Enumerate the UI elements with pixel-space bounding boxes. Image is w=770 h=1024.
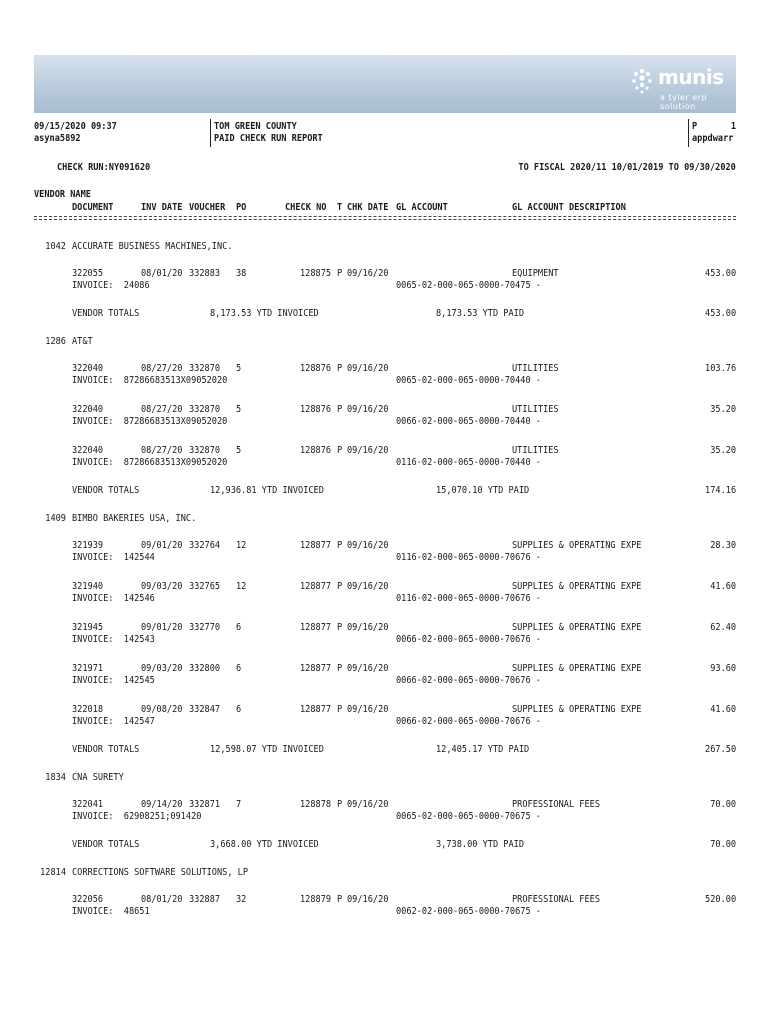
line-inv-date: 09/03/20	[141, 663, 183, 674]
page-number: 1	[730, 121, 736, 132]
col-document: DOCUMENT	[72, 202, 114, 213]
col-check-no: CHECK NO	[285, 202, 327, 213]
line-inv-date: 09/01/20	[141, 622, 183, 633]
vendor-id: 1042	[45, 241, 66, 252]
col-chk-date: CHK DATE	[347, 202, 389, 213]
line-invoice: INVOICE: 87286683513X09052020	[72, 457, 228, 468]
line-po: 5	[236, 363, 242, 374]
vendor-ytd-paid: 15,070.10 YTD PAID	[436, 485, 530, 496]
line-invoice: INVOICE: 87286683513X09052020	[72, 375, 228, 386]
line-check-no: 128877	[300, 663, 332, 674]
report-title: PAID CHECK RUN REPORT	[214, 133, 323, 144]
line-gl-account: 0066-02-000-065-0000-70676 -	[396, 675, 541, 686]
line-type: P	[337, 581, 343, 592]
line-amount: 41.60	[710, 581, 736, 592]
line-check-no: 128877	[300, 581, 332, 592]
col-inv-date: INV DATE	[141, 202, 183, 213]
line-chk-date: 09/16/20	[347, 894, 389, 905]
line-gl-account: 0065-02-000-065-0000-70440 -	[396, 375, 541, 386]
line-gl-desc: SUPPLIES & OPERATING EXPE	[512, 540, 642, 551]
line-voucher: 332870	[189, 445, 221, 456]
line-gl-account: 0065-02-000-065-0000-70675 -	[396, 811, 541, 822]
col-type: T	[337, 202, 343, 213]
vendor-totals-label: VENDOR TOTALS	[72, 839, 140, 850]
line-po: 6	[236, 704, 242, 715]
line-voucher: 332887	[189, 894, 221, 905]
line-gl-account: 0066-02-000-065-0000-70676 -	[396, 716, 541, 727]
line-inv-date: 08/27/20	[141, 404, 183, 415]
line-invoice: INVOICE: 87286683513X09052020	[72, 416, 228, 427]
line-chk-date: 09/16/20	[347, 622, 389, 633]
col-gl-account: GL ACCOUNT	[396, 202, 448, 213]
program-id: appdwarr	[692, 133, 734, 144]
line-chk-date: 09/16/20	[347, 799, 389, 810]
line-inv-date: 08/27/20	[141, 445, 183, 456]
line-voucher: 332765	[189, 581, 221, 592]
line-gl-account: 0116-02-000-065-0000-70676 -	[396, 552, 541, 563]
line-gl-account: 0116-02-000-065-0000-70676 -	[396, 593, 541, 604]
line-chk-date: 09/16/20	[347, 540, 389, 551]
line-chk-date: 09/16/20	[347, 581, 389, 592]
vendor-totals-label: VENDOR TOTALS	[72, 485, 140, 496]
brand-name: munis	[658, 65, 724, 89]
line-amount: 520.00	[704, 894, 736, 905]
vendor-ytd-invoiced: 12,598.07 YTD INVOICED	[210, 744, 324, 755]
line-gl-desc: SUPPLIES & OPERATING EXPE	[512, 704, 642, 715]
vendor-name: ACCURATE BUSINESS MACHINES,INC.	[72, 241, 233, 252]
page-label: P	[692, 121, 698, 132]
line-document: 321939	[72, 540, 104, 551]
line-voucher: 332764	[189, 540, 221, 551]
line-amount: 93.60	[710, 663, 736, 674]
line-check-no: 128878	[300, 799, 332, 810]
vendor-name: CNA SURETY	[72, 772, 124, 783]
line-check-no: 128876	[300, 404, 332, 415]
vendor-name: BIMBO BAKERIES USA, INC.	[72, 513, 197, 524]
vendor-name: AT&T	[72, 336, 93, 347]
line-po: 32	[236, 894, 247, 905]
vendor-ytd-invoiced: 3,668.00 YTD INVOICED	[210, 839, 319, 850]
col-gl-desc: GL ACCOUNT DESCRIPTION	[512, 202, 626, 213]
line-amount: 103.76	[704, 363, 736, 374]
line-type: P	[337, 663, 343, 674]
line-check-no: 128876	[300, 445, 332, 456]
line-invoice: INVOICE: 62908251;091420	[72, 811, 202, 822]
line-check-no: 128877	[300, 540, 332, 551]
line-document: 322040	[72, 445, 104, 456]
line-chk-date: 09/16/20	[347, 363, 389, 374]
line-document: 321971	[72, 663, 104, 674]
line-check-no: 128877	[300, 622, 332, 633]
brand-tagline: a tyler erp solution	[660, 93, 708, 111]
line-po: 38	[236, 268, 247, 279]
line-gl-desc: EQUIPMENT	[512, 268, 559, 279]
line-voucher: 332847	[189, 704, 221, 715]
line-voucher: 332770	[189, 622, 221, 633]
line-gl-desc: SUPPLIES & OPERATING EXPE	[512, 581, 642, 592]
line-amount: 28.30	[710, 540, 736, 551]
line-voucher: 332870	[189, 404, 221, 415]
line-invoice: INVOICE: 48651	[72, 906, 150, 917]
line-amount: 41.60	[710, 704, 736, 715]
line-document: 322055	[72, 268, 104, 279]
line-chk-date: 09/16/20	[347, 404, 389, 415]
vendor-ytd-invoiced: 12,936.81 YTD INVOICED	[210, 485, 324, 496]
line-voucher: 332871	[189, 799, 221, 810]
line-document: 321940	[72, 581, 104, 592]
line-type: P	[337, 268, 343, 279]
line-document: 322040	[72, 404, 104, 415]
line-inv-date: 09/03/20	[141, 581, 183, 592]
line-invoice: INVOICE: 24086	[72, 280, 150, 291]
line-gl-desc: SUPPLIES & OPERATING EXPE	[512, 663, 642, 674]
line-amount: 62.40	[710, 622, 736, 633]
line-type: P	[337, 799, 343, 810]
munis-logo	[628, 63, 728, 111]
divider	[210, 119, 211, 147]
line-amount: 70.00	[710, 799, 736, 810]
line-invoice: INVOICE: 142543	[72, 634, 155, 645]
report-datetime: 09/15/2020 09:37	[34, 121, 117, 132]
line-type: P	[337, 894, 343, 905]
check-run: CHECK RUN:NY091620	[57, 162, 151, 173]
line-type: P	[337, 704, 343, 715]
line-inv-date: 08/27/20	[141, 363, 183, 374]
report-user: asyna5892	[34, 133, 81, 144]
line-inv-date: 08/01/20	[141, 268, 183, 279]
line-gl-desc: SUPPLIES & OPERATING EXPE	[512, 622, 642, 633]
vendor-total-amount: 174.16	[704, 485, 736, 496]
line-type: P	[337, 363, 343, 374]
line-amount: 35.20	[710, 404, 736, 415]
line-gl-account: 0062-02-000-065-0000-70675 -	[396, 906, 541, 917]
vendor-id: 1409	[45, 513, 66, 524]
munis-logo-icon	[628, 67, 656, 95]
vendor-ytd-paid: 8,173.53 YTD PAID	[436, 308, 525, 319]
line-document: 322041	[72, 799, 104, 810]
line-document: 322040	[72, 363, 104, 374]
col-voucher: VOUCHER	[189, 202, 226, 213]
line-document: 321945	[72, 622, 104, 633]
vendor-ytd-invoiced: 8,173.53 YTD INVOICED	[210, 308, 319, 319]
line-gl-desc: PROFESSIONAL FEES	[512, 799, 601, 810]
line-inv-date: 09/08/20	[141, 704, 183, 715]
col-po: PO	[236, 202, 247, 213]
vendor-totals-label: VENDOR TOTALS	[72, 744, 140, 755]
line-check-no: 128877	[300, 704, 332, 715]
vendor-total-amount: 453.00	[704, 308, 736, 319]
line-gl-account: 0065-02-000-065-0000-70475 -	[396, 280, 541, 291]
line-invoice: INVOICE: 142547	[72, 716, 155, 727]
line-check-no: 128879	[300, 894, 332, 905]
line-po: 12	[236, 540, 247, 551]
line-gl-desc: UTILITIES	[512, 445, 559, 456]
header-rule	[34, 216, 736, 217]
line-amount: 35.20	[710, 445, 736, 456]
line-invoice: INVOICE: 142546	[72, 593, 155, 604]
line-type: P	[337, 622, 343, 633]
line-inv-date: 09/01/20	[141, 540, 183, 551]
line-check-no: 128875	[300, 268, 332, 279]
line-chk-date: 09/16/20	[347, 704, 389, 715]
vendor-id: 1286	[45, 336, 66, 347]
line-po: 7	[236, 799, 242, 810]
line-po: 5	[236, 404, 242, 415]
report-banner	[34, 55, 736, 113]
line-document: 322056	[72, 894, 104, 905]
line-inv-date: 09/14/20	[141, 799, 183, 810]
line-type: P	[337, 445, 343, 456]
vendor-name: CORRECTIONS SOFTWARE SOLUTIONS, LP	[72, 867, 249, 878]
vendor-totals-label: VENDOR TOTALS	[72, 308, 140, 319]
line-chk-date: 09/16/20	[347, 268, 389, 279]
line-inv-date: 08/01/20	[141, 894, 183, 905]
header-rule	[34, 219, 736, 220]
line-voucher: 332870	[189, 363, 221, 374]
line-gl-desc: UTILITIES	[512, 404, 559, 415]
col-vendor-name: VENDOR NAME	[34, 189, 91, 200]
line-gl-account: 0066-02-000-065-0000-70440 -	[396, 416, 541, 427]
vendor-ytd-paid: 12,405.17 YTD PAID	[436, 744, 530, 755]
vendor-id: 12814	[40, 867, 66, 878]
line-check-no: 128876	[300, 363, 332, 374]
vendor-id: 1834	[45, 772, 66, 783]
divider	[688, 119, 689, 147]
line-po: 6	[236, 663, 242, 674]
line-type: P	[337, 404, 343, 415]
line-gl-desc: PROFESSIONAL FEES	[512, 894, 601, 905]
line-po: 5	[236, 445, 242, 456]
org-name: TOM GREEN COUNTY	[214, 121, 297, 132]
line-gl-account: 0116-02-000-065-0000-70440 -	[396, 457, 541, 468]
vendor-total-amount: 70.00	[710, 839, 736, 850]
line-voucher: 332800	[189, 663, 221, 674]
line-amount: 453.00	[704, 268, 736, 279]
line-gl-desc: UTILITIES	[512, 363, 559, 374]
line-po: 12	[236, 581, 247, 592]
line-chk-date: 09/16/20	[347, 663, 389, 674]
line-invoice: INVOICE: 142545	[72, 675, 155, 686]
line-voucher: 332883	[189, 268, 221, 279]
vendor-total-amount: 267.50	[704, 744, 736, 755]
line-document: 322018	[72, 704, 104, 715]
line-type: P	[337, 540, 343, 551]
line-gl-account: 0066-02-000-065-0000-70676 -	[396, 634, 541, 645]
line-po: 6	[236, 622, 242, 633]
line-invoice: INVOICE: 142544	[72, 552, 155, 563]
line-chk-date: 09/16/20	[347, 445, 389, 456]
vendor-ytd-paid: 3,738.00 YTD PAID	[436, 839, 525, 850]
fiscal-range: TO FISCAL 2020/11 10/01/2019 TO 09/30/2020	[518, 162, 736, 173]
